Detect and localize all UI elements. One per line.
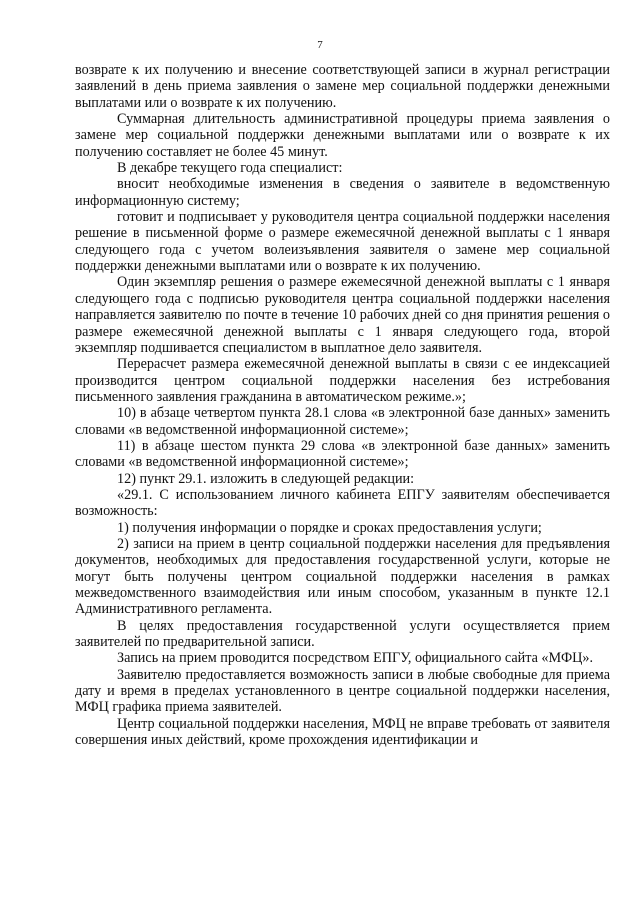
paragraph: Центр социальной поддержки населения, МФЦ не вправе требовать от заявителя совершения иных действий, кроме прохождения идентификации и <box>75 715 610 749</box>
page-number: 7 <box>317 39 323 51</box>
paragraph: «29.1. С использованием личного кабинета ЕПГУ заявителям обеспечивается возможность: <box>75 486 610 520</box>
document-body <box>75 62 610 748</box>
paragraph: Запись на прием проводится посредством ЕПГУ, официального сайта «МФЦ». <box>117 650 594 667</box>
paragraph: Один экземпляр решения о размере ежемесячной денежной выплаты с 1 января следующего года с подписью руководителя центра социальной поддержки населения направляется заявителю по почте в течение 10 рабочих дней со дня принятия решения о размере ежемесячной денежной выплаты с 1 января следующего года, второй экземпляр подшивается специалистом в выплатное дело заявителя. <box>75 274 610 356</box>
list-item: 2) записи на прием в центр социальной поддержки населения для предъявления документов, необходимых для предоставления государственной услуги, которые не могут быть получены центром социальной поддержки населения в рамках межведомственного взаимодействия или иным способом, указанным в пункте 12.1 Административного регламента. <box>75 535 610 618</box>
paragraph: возврате к их получению и внесение соответствующей записи в журнал регистрации заявлений в день приема заявления о замене мер социальной поддержки денежными выплатами или о возврате к их получению. <box>75 62 610 111</box>
paragraph: В целях предоставления государственной услуги осуществляется прием заявителей по предварительной записи. <box>75 617 610 651</box>
amendment-item: 11) в абзаце шестом пункта 29 слова «в электронной базе данных» заменить словами «в ведомственной информационной системе»; <box>75 437 610 471</box>
paragraph: вносит необходимые изменения в сведения о заявителе в ведомственную информационную систему; <box>75 176 610 209</box>
amendment-item: 10) в абзаце четвертом пункта 28.1 слова «в электронной базе данных» заменить словами «в ведомственной информационной системе»; <box>75 405 610 438</box>
paragraph: Суммарная длительность административной процедуры приема заявления о замене мер социальной поддержки денежными выплатами или о возврате к их получению составляет не более 45 минут. <box>75 111 610 160</box>
paragraph: готовит и подписывает у руководителя центра социальной поддержки населения решение в письменной форме о размере ежемесячной денежной выплаты с 1 января следующего года с учетом волеизъявления заявителя о замене мер социальной поддержки денежными выплатами или о возврате к их получению. <box>75 209 610 275</box>
paragraph: Перерасчет размера ежемесячной денежной выплаты в связи с ее индексацией производится центром социальной поддержки населения без истребования письменного заявления гражданина в автоматическом режиме.»; <box>75 356 610 405</box>
amendment-item: 12) пункт 29.1. изложить в следующей редакции: <box>117 470 415 487</box>
list-item: 1) получения информации о порядке и сроках предоставления услуги; <box>117 519 542 536</box>
paragraph: Заявителю предоставляется возможность записи в любые свободные для приема дату и время в пределах установленного в центре социальной поддержки населения, МФЦ графика приема заявителей. <box>75 666 610 716</box>
paragraph: В декабре текущего года специалист: <box>117 160 343 177</box>
